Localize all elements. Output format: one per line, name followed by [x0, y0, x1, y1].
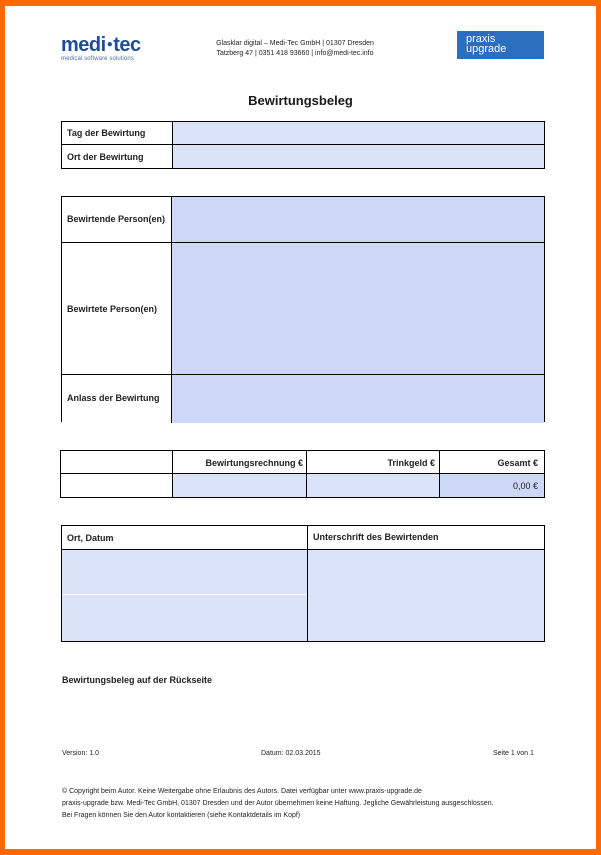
section-signature — [61, 525, 545, 642]
contact-line-2: Tatzberg 47 | 0351 418 93660 | info@medi-tec.info — [216, 50, 374, 57]
bewirtete-input[interactable] — [172, 243, 544, 374]
unterschrift-label: Unterschrift des Bewirtenden — [313, 532, 439, 542]
anlass-label: Anlass der Bewirtung — [67, 393, 160, 403]
version-text: Version: 1.0 — [62, 750, 99, 757]
contact-block — [185, 39, 405, 59]
bewirtende-input[interactable] — [172, 197, 544, 242]
bewirtete-label: Bewirtete Person(en) — [67, 304, 158, 314]
logo-text-a: medi — [61, 34, 106, 56]
date-text: Datum: 02.03.2015 — [261, 750, 321, 757]
ort-input[interactable] — [173, 145, 544, 168]
rechnung-header: Bewirtungsrechnung € — [205, 458, 303, 468]
rueckseite-note: Bewirtungsbeleg auf der Rückseite — [62, 675, 213, 685]
section-persons — [61, 196, 545, 422]
gesamt-field — [440, 474, 544, 497]
unterschrift-field[interactable] — [308, 550, 544, 641]
section-date-place — [61, 121, 545, 169]
section-amounts — [60, 450, 545, 498]
praxis-logo-line-2: upgrade — [466, 43, 507, 55]
medi-tec-logo — [61, 35, 141, 62]
gesamt-value: 0,00 € — [512, 481, 538, 491]
copyright-block — [62, 786, 582, 822]
logo-dot-icon: ● — [106, 39, 113, 50]
gesamt-header: Gesamt € — [497, 458, 538, 468]
praxis-upgrade-logo — [457, 31, 544, 59]
logo-text-b: tec — [113, 34, 141, 56]
page-number: Seite 1 von 1 — [493, 750, 534, 757]
bewirtende-label: Bewirtende Person(en) — [67, 214, 166, 224]
ort-datum-input-2[interactable] — [62, 595, 307, 641]
ort-datum-input[interactable] — [62, 550, 307, 594]
logo-subtitle: medical software solutions — [61, 56, 134, 62]
tag-input[interactable] — [173, 122, 544, 144]
contact-line-1: Glasklar digital – Medi-Tec GmbH | 01307 Dresden — [216, 40, 374, 47]
ort-datum-label: Ort, Datum — [67, 533, 114, 543]
document-page — [5, 6, 596, 849]
copyright-line-2: praxis-upgrade bzw. Medi-Tec GmbH, 01307 Dresden und der Autor übernehmen keine Haftung. Jegliche Gewährleistung ausgeschlossen. — [62, 800, 494, 807]
copyright-line-1: © Copyright beim Autor. Keine Weitergabe ohne Erlaubnis des Autors. Datei verfügbar unter www.praxis-upgrade.de — [62, 788, 422, 795]
copyright-line-3: Bei Fragen können Sie den Autor kontaktieren (siehe Kontaktdetails im Kopf) — [62, 812, 301, 819]
anlass-input[interactable] — [172, 375, 544, 423]
trinkgeld-input[interactable] — [307, 474, 439, 497]
tag-label: Tag der Bewirtung — [67, 128, 146, 138]
trinkgeld-header: Trinkgeld € — [387, 458, 435, 468]
praxis-logo-line-1: praxis — [466, 33, 496, 45]
ort-label: Ort der Bewirtung — [67, 152, 144, 162]
page-title: Bewirtungsbeleg — [248, 93, 353, 108]
rechnung-input[interactable] — [173, 474, 306, 497]
